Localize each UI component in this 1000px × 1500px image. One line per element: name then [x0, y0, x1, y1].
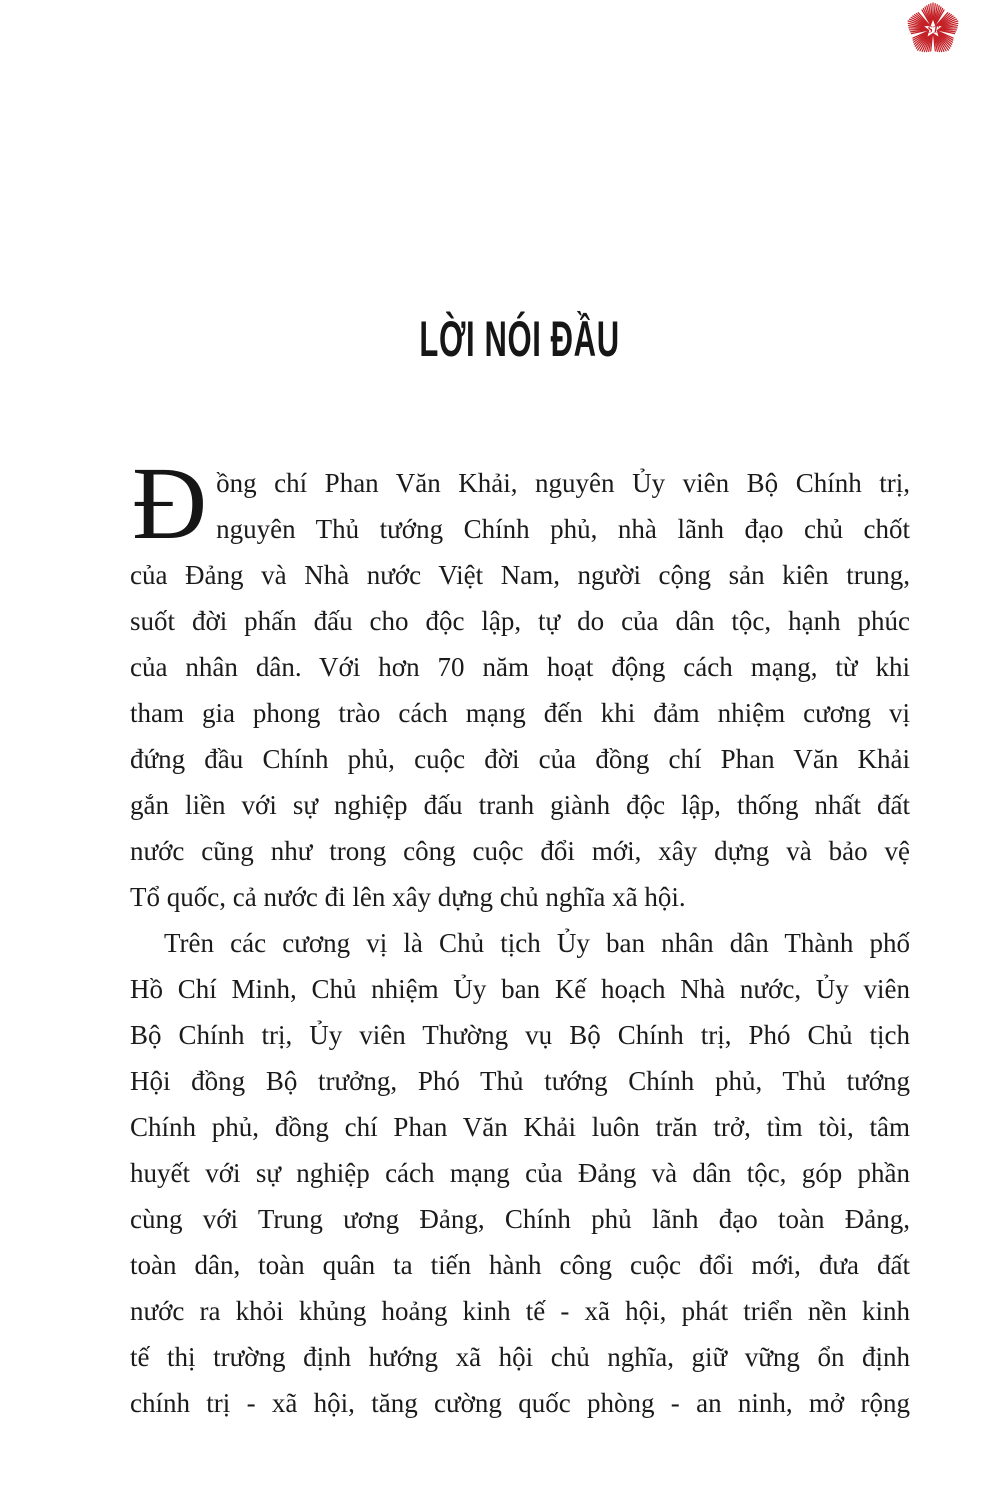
- logo-monogram-text: ST: [927, 24, 939, 36]
- text-line: Hồ Chí Minh, Chủ nhiệm Ủy ban Kế hoạch Nhà nước, Ủy viên: [130, 974, 910, 1004]
- text-line: Bộ Chính trị, Ủy viên Thường vụ Bộ Chính trị, Phó Chủ tịch: [130, 1020, 910, 1050]
- text-line: của nhân dân. Với hơn 70 năm hoạt động cách mạng, từ khi: [130, 652, 910, 682]
- text-line: tế thị trường định hướng xã hội chủ nghĩa, giữ vững ổn định: [130, 1342, 910, 1372]
- text-line: chính trị - xã hội, tăng cường quốc phòng - an ninh, mở rộng: [130, 1388, 910, 1418]
- text-line: của Đảng và Nhà nước Việt Nam, người cộng sản kiên trung,: [130, 560, 910, 590]
- text-line: Hội đồng Bộ trưởng, Phó Thủ tướng Chính phủ, Thủ tướng: [130, 1066, 910, 1096]
- paragraph: [130, 920, 910, 1426]
- text-line: đứng đầu Chính phủ, cuộc đời của đồng chí Phan Văn Khải: [130, 744, 910, 774]
- text-line: nguyên Thủ tướng Chính phủ, nhà lãnh đạo chủ chốt: [216, 514, 910, 544]
- text-line: cùng với Trung ương Đảng, Chính phủ lãnh đạo toàn Đảng,: [130, 1204, 910, 1234]
- starburst-icon: [900, 2, 966, 60]
- text-line: Chính phủ, đồng chí Phan Văn Khải luôn trăn trở, tìm tòi, tâm: [130, 1112, 910, 1142]
- text-line: Tổ quốc, cả nước đi lên xây dựng chủ nghĩa xã hội.: [130, 882, 686, 912]
- text-line: toàn dân, toàn quân ta tiến hành công cuộc đổi mới, đưa đất: [130, 1250, 910, 1280]
- text-line: huyết với sự nghiệp cách mạng của Đảng và dân tộc, góp phần: [130, 1158, 910, 1188]
- text-line: ồng chí Phan Văn Khải, nguyên Ủy viên Bộ Chính trị,: [216, 468, 910, 498]
- text-line: tham gia phong trào cách mạng đến khi đảm nhiệm cương vị: [130, 698, 910, 728]
- publisher-starburst-logo: [900, 2, 966, 60]
- text-line: gắn liền với sự nghiệp đấu tranh giành độc lập, thống nhất đất: [130, 790, 910, 820]
- drop-cap: Đ: [132, 446, 208, 561]
- chapter-heading: [130, 311, 910, 367]
- text-line: nước cũng như trong công cuộc đổi mới, xây dựng và bảo vệ: [130, 836, 910, 866]
- body-text: [130, 446, 910, 1426]
- page-title: LỜI NÓI ĐẦU: [419, 311, 621, 367]
- paragraph: [130, 446, 910, 920]
- text-line: suốt đời phấn đấu cho độc lập, tự do của dân tộc, hạnh phúc: [130, 606, 910, 636]
- text-line: nước ra khỏi khủng hoảng kinh tế - xã hội, phát triển nền kinh: [130, 1296, 910, 1326]
- text-line: Trên các cương vị là Chủ tịch Ủy ban nhân dân Thành phố: [164, 928, 910, 958]
